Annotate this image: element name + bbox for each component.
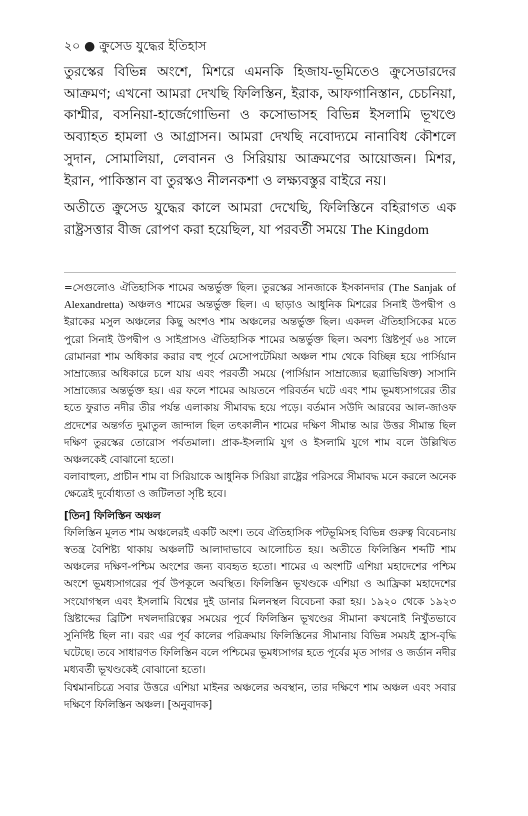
body-paragraph-1: তুরস্কের বিভিন্ন অংশে, মিশরে এমনকি হিজায-ভূমিতেও ক্রুসেডারদের আক্রমণ; এখনো আমরা দেখছি ফিলিস্তিন, ইরাক, আফগানিস্তান, চেচনিয়া, কাশ্মীর, বসনিয়া-হার্জেগোভিনা ও কসোভাসহ বিভিন্ন ইসলামি ভূখণ্ডে অব্যাহত হামলা ও আগ্রাসন। আমরা দেখছি নবোদ্যমে নানাবিধ কৌশলে সুদান, সোমালিয়া, লেবানন ও সিরিয়ায় আক্রমণের আয়োজন। মিশর, ইরান, পাকিস্তান বা তুরস্কও নীলনকশা ও লক্ষ্যবস্তুর বাইরে নয়। — [64, 65, 456, 189]
running-title: ক্রুসেড যুদ্ধের ইতিহাস — [99, 38, 207, 53]
footnote-paragraph-1-rest: অঞ্চলও শামের অন্তর্ভুক্ত ছিল। এ ছাড়াও আধুনিক মিশরের সিনাই উপদ্বীপ ও ইরাকের মসুল অঞ্চলের কিছু অংশও শাম অঞ্চলের অন্তর্ভুক্ত ছিল। একদল ঐতিহাসিকের মতে পুরো সিনাই উপদ্বীপ ও সাইপ্রাসও ঐতিহাসিক শামের অন্তর্ভুক্ত ছিল। অবশ্য খ্রিষ্টপূর্ব ৬৪ সালে রোমানরা শাম অধিকার করার বহু পূর্বে মেসোপটেমিয়া অঞ্চল শাম থেকে বিচ্ছিন্ন হয়ে পার্সিয়ান সাম্রাজ্যের অধিকারে চলে যায় এবং পরবর্তী সময়ে (পার্সিয়ান সাম্রাজ্যের ছত্রাভিষিক্ত) সাসানি সাম্রাজ্যের অন্তর্ভুক্ত হয়। এর ফলে শামের আয়তনে পরিবর্তন ঘটে এবং শাম ভূমধ্যসাগরের তীর হতে ফুরাত নদীর তীর পর্যন্ত এলাকায় সীমাবদ্ধ হয়ে পড়ে। বর্তমান সউদি আরবের আল-জাওফ প্রদেশের অন্তর্গত দুমাতুল জান্দাল ছিল তৎকালীন শামের দক্ষিণ সীমান্ত আর উত্তর সীমান্ত ছিল দক্ষিণ তুরস্কের তোরোস পর্বতমালা। প্রাক-ইসলামি যুগ ও ইসলামি যুগে শাম বলে উল্লিখিত অঞ্চলকেই বোঝানো হতো। — [64, 299, 456, 467]
bullet-separator: ● — [84, 38, 96, 53]
main-body — [64, 62, 456, 242]
footnote-block — [64, 280, 456, 714]
body-paragraph-2-text: অতীতে ক্রুসেড যুদ্ধের কালে আমরা দেখেছি, ফিলিস্তিনে বহিরাগত এক রাষ্ট্রসত্তার বীজ রোপণ করা হয়েছিল, যা পরবর্তী সময়ে — [64, 201, 456, 238]
footnote-paragraph-1 — [64, 280, 456, 469]
running-header — [64, 38, 206, 58]
page-number: ২০ — [64, 38, 81, 53]
footnote-paragraph-3: ফিলিস্তিন মূলত শাম অঞ্চলেরই একটি অংশ। তবে ঐতিহাসিক পটভূমিসহ বিভিন্ন গুরুত্ব বিবেচনায় স্বতন্ত্র বৈশিষ্ট্য থাকায় অঞ্চলটি আলাদাভাবে আলোচিত হয়। অতীতে ফিলিস্তিন শব্দটি শাম অঞ্চলের দক্ষিণ-পশ্চিম অংশের জন্য ব্যবহৃত হতো। শামের এ অংশটি এশিয়া মহাদেশের পশ্চিম অংশে ভূমধ্যসাগরের পূর্ব উপকূলে অবস্থিত। ফিলিস্তিন ভূখণ্ডকে এশিয়া ও আফ্রিকা মহাদেশের সংযোগস্থল এবং ইসলামি বিশ্বের দুই ডানার মিলনস্থল বিবেচনা করা হয়। ১৯২০ থেকে ১৯২৩ খ্রিষ্টাব্দের ব্রিটিশ দখলদারিত্বের সময়ের পূর্বে ফিলিস্তিন ভূখণ্ডের সীমানা কখনোই নিখুঁতভাবে সুনির্দিষ্ট ছিল না। বরং এর পূর্ব কালের পরিক্রমায় ফিলিস্তিনের সীমানায় বিভিন্ন সময়ই হ্রাস-বৃদ্ধি ঘটেছে। তবে সাধারণত ফিলিস্তিন বলে পশ্চিমের ভূমধ্যসাগর হতে পূর্বের মৃত সাগর ও জর্ডান নদীর মধ্যবর্তী ভূখণ্ডকেই বোঝানো হতো। — [64, 526, 456, 677]
body-paragraph-2-english: The Kingdom — [350, 222, 429, 238]
footnote-subheading: [তিন] ফিলিস্তিন অঞ্চল — [64, 509, 161, 522]
body-paragraph-2 — [64, 198, 456, 241]
footnote-paragraph-2: বলাবাহুল্য, প্রাচীন শাম বা সিরিয়াকে আধুনিক সিরিয়া রাষ্ট্রের পরিসরে সীমাবদ্ধ মনে করলে অনেক ক্ষেত্রেই দুর্বোধ্যতা ও জটিলতা সৃষ্টি হবে। — [64, 471, 456, 501]
footnote-subheading-row — [64, 507, 456, 525]
footnote-divider — [64, 272, 456, 273]
footnote-paragraph-1-start: =সেগুলোও ঐতিহাসিক শামের অন্তর্ভুক্ত ছিল। তুরস্কের সানজাকে ইসকানদার — [64, 282, 389, 294]
footnote-paragraph-4: বিশ্বমানচিত্রে সবার উত্তরে এশিয়া মাইনর অঞ্চলের অবস্থান, তার দক্ষিণে শাম অঞ্চল এবং সবার দক্ষিণে ফিলিস্তিন অঞ্চল। [অনুবাদক] — [64, 681, 456, 711]
footnote-english-term: (The Sanjak of Alexandretta) — [64, 282, 456, 312]
